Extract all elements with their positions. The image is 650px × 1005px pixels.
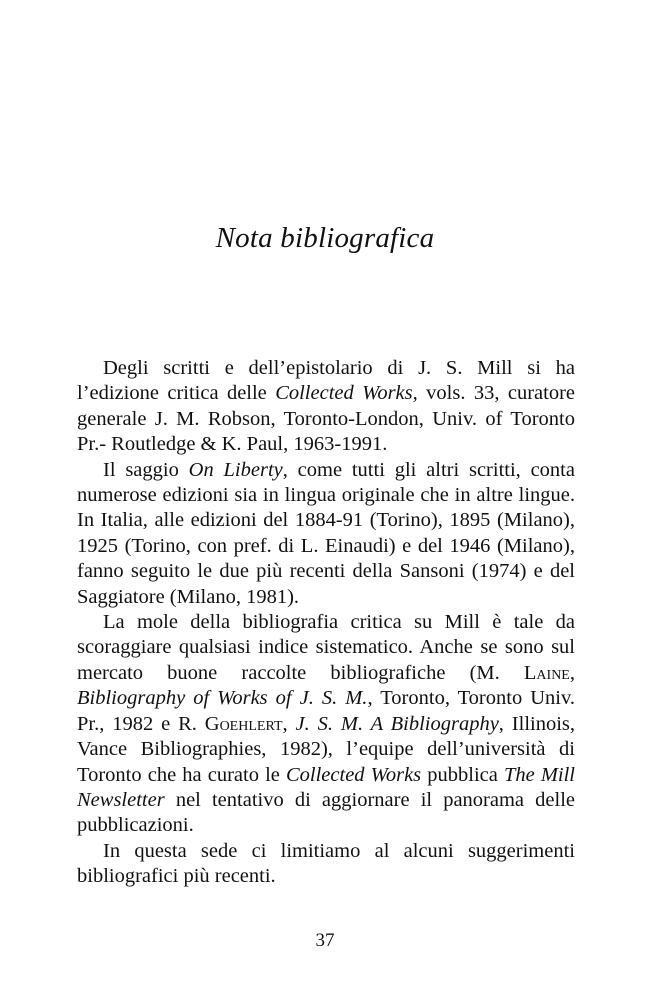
page-number: 37 — [315, 930, 335, 951]
author-surname: Goehlert — [204, 712, 283, 735]
text-run: pubblica — [421, 763, 504, 786]
italic-title: J. S. M. A Bibliography — [295, 712, 499, 735]
text-run: Degli scritti e dell’epistolario di J. S. Mill si ha l’edizione critica delle — [77, 357, 575, 405]
text-run: Il saggio — [103, 458, 189, 481]
italic-title: On Liberty — [188, 458, 283, 481]
text-run: , — [569, 661, 575, 684]
paragraph — [77, 610, 575, 839]
text-run: La mole della bibliografia critica su Mill è tale da scoraggiare qualsiasi indice sistematico. Anche se sono sul mercato buone raccolte bibliografiche (M. — [77, 611, 575, 684]
italic-title: Collected Works — [285, 763, 422, 786]
text-run: , Illinois, Vance Bibliographies, 1982), l’equipe dell’università di Toronto che ha curato le — [77, 712, 576, 786]
italic-title: Collected Works — [275, 382, 413, 405]
body-text — [77, 356, 575, 890]
text-run: In questa sede ci limitiamo al alcuni suggerimenti bibliografici più recenti. — [77, 839, 575, 888]
text-run: , — [282, 712, 296, 735]
italic-title: Bibliography of Works of J. S. M. — [77, 687, 368, 710]
text-run: nel tentativo di aggiornare il panorama delle pubblicazioni. — [77, 788, 575, 837]
paragraph — [77, 458, 575, 610]
paragraph — [77, 839, 575, 890]
text-run: , vols. 33, curatore generale J. M. Robson, Toronto-London, Univ. of Toronto Pr.- Routledge & K. Paul, 1963-1991. — [77, 382, 575, 456]
text-run: , Toronto, Toronto Univ. Pr., 1982 e R. — [77, 687, 575, 735]
page-title: Nota bibliografica — [215, 222, 435, 254]
italic-title: The Mill Newsletter — [77, 763, 575, 811]
paragraph — [77, 356, 575, 458]
author-surname: Laine — [523, 661, 570, 684]
text-run: , come tutti gli altri scritti, conta numerose edizioni sia in lingua originale che in altre lingue. In Italia, alle edizioni del 1884-91 (Torino), 1895 (Milano), 1925 (Torino, con pref. di L. Einaudi) e del 1946 (Milano), fanno seguito le due più recenti della Sansoni (1974) e del Saggiatore (Milano, 1981). — [77, 458, 575, 608]
